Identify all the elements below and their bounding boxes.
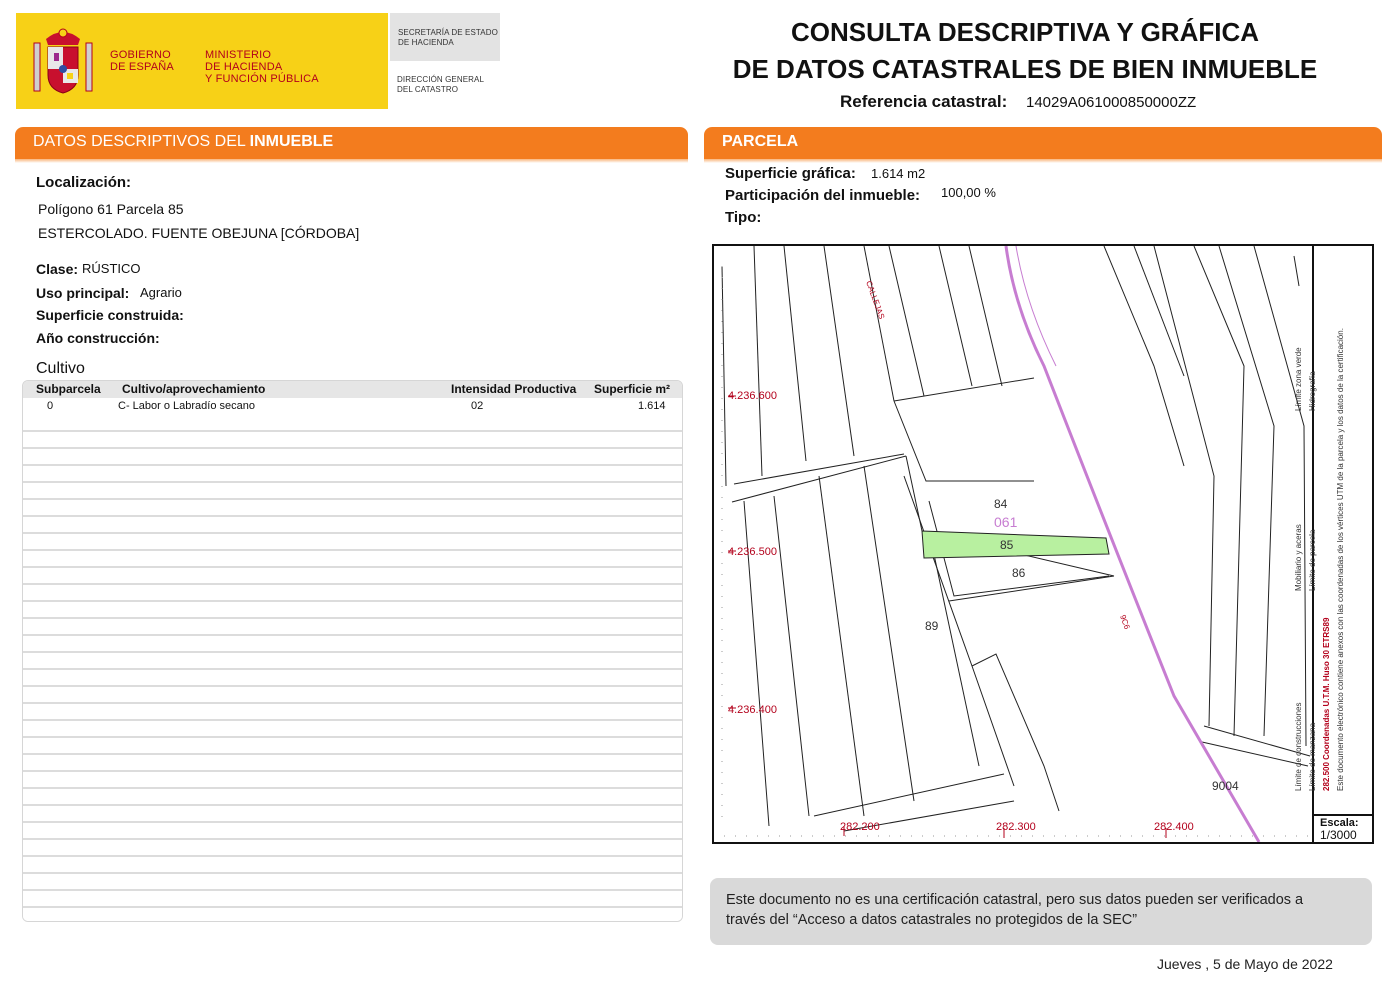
gobierno-label: GOBIERNO DE ESPAÑA	[110, 49, 174, 73]
parcel-89-label: 89	[925, 619, 939, 633]
document-date: Jueves , 5 de Mayo de 2022	[1157, 956, 1333, 972]
legend-manzana: Límite de manzana	[1308, 722, 1317, 791]
anio-construccion-label: Año construcción:	[36, 330, 160, 346]
poligono-label: 061	[994, 514, 1018, 530]
descriptive-section-header: DATOS DESCRIPTIVOS DEL INMUEBLE	[15, 127, 688, 159]
superficie-grafica-value: 1.614 m2	[871, 166, 926, 181]
side-label: 9C6	[1118, 613, 1132, 631]
clase-value: RÚSTICO	[82, 261, 141, 276]
localizacion-line1: Polígono 61 Parcela 85	[38, 201, 184, 217]
parcela-section-header: PARCELA	[704, 127, 1382, 159]
x-tick-1: 282.200	[840, 821, 880, 833]
col-subparcela: Subparcela	[36, 382, 101, 396]
col-cultivo: Cultivo/aprovechamiento	[122, 382, 266, 396]
localizacion-label: Localización:	[36, 174, 132, 191]
cell-cultivo: C- Labor o Labradío secano	[118, 400, 255, 412]
verification-note	[710, 878, 1372, 945]
referencia-label: Referencia catastral:	[840, 92, 1008, 111]
cell-superficie: 1.614	[638, 400, 666, 412]
legend-zona-verde: Límite zona verde	[1294, 347, 1303, 411]
legend-mobiliario: Mobiliario y aceras	[1294, 524, 1303, 591]
note-line2: través del “Acceso a datos catastrales no protegidos de la SEC”	[726, 912, 1138, 928]
uso-value: Agrario	[140, 285, 182, 300]
tipo-label: Tipo:	[725, 209, 762, 226]
cadastral-map	[712, 244, 1374, 844]
x-tick-3: 282.400	[1154, 821, 1194, 833]
table-empty-rows	[23, 415, 682, 922]
participacion-value: 100,00 %	[941, 185, 996, 200]
cell-subparcela: 0	[47, 400, 54, 412]
participacion-label: Participación del inmueble:	[725, 187, 921, 204]
parcel-9004-label: 9004	[1212, 779, 1239, 793]
table-header	[23, 381, 682, 398]
ministerio-label: MINISTERIO DE HACIENDA Y FUNCIÓN PÚBLICA	[205, 49, 319, 85]
secretaria-box	[390, 13, 500, 61]
road-name-label: CALLEJAS	[864, 279, 887, 321]
y-tick-2: 4.236.500	[728, 546, 777, 558]
highlighted-parcel	[922, 531, 1109, 558]
scale-value: 1/3000	[1320, 828, 1357, 842]
direccion-label: DIRECCIÓN GENERAL DEL CATASTRO	[397, 75, 485, 94]
referencia-value: 14029A061000850000ZZ	[1026, 94, 1197, 111]
scale-box	[1312, 814, 1372, 842]
localizacion-line2: ESTERCOLADO. FUENTE OBEJUNA [CÓRDOBA]	[38, 225, 360, 241]
y-tick-1: 4.236.600	[728, 390, 777, 402]
government-banner	[16, 13, 388, 109]
uso-label: Uso principal:	[36, 285, 130, 301]
cell-intensidad: 02	[471, 400, 484, 412]
legend-notice: Este documento electrónico contiene anexos con las coordenadas de los vértices UTM de la parcela y los datos de la certificación.	[1336, 328, 1345, 791]
legend-construcciones: Límite de construcciones	[1294, 702, 1303, 791]
col-superficie: Superficie m²	[594, 382, 671, 396]
coat-of-arms-icon	[30, 25, 96, 99]
y-tick-3: 4.236.400	[728, 704, 777, 716]
scale-label: Escala:	[1320, 817, 1359, 829]
table-row	[23, 398, 682, 415]
parcel-86-label: 86	[1012, 566, 1026, 580]
clase-label: Clase:	[36, 261, 79, 277]
document-title: CONSULTA DESCRIPTIVA Y GRÁFICA DE DATOS CATASTRALES DE BIEN INMUEBLE	[732, 17, 1318, 84]
cultivo-table	[22, 380, 683, 922]
superficie-construida-label: Superficie construida:	[36, 307, 184, 323]
legend-coords: 282.500 Coordenadas U.T.M. Huso 30 ETRS89	[1322, 617, 1331, 791]
parcel-84-label: 84	[994, 497, 1008, 511]
legend-hidrografia: Hidrografía	[1308, 371, 1317, 411]
secretaria-label: SECRETARÍA DE ESTADO DE HACIENDA	[398, 28, 498, 47]
col-intensidad: Intensidad Productiva	[451, 382, 577, 396]
x-tick-2: 282.300	[996, 821, 1036, 833]
superficie-grafica-label: Superficie gráfica:	[725, 165, 856, 182]
legend-parcela: Límite de parcela	[1308, 529, 1317, 591]
cultivo-title: Cultivo	[36, 360, 85, 377]
map-legend	[1294, 246, 1372, 816]
note-line1: Este documento no es una certificación catastral, pero sus datos pueden ser verificados a	[726, 892, 1304, 908]
parcel-85-label: 85	[1000, 538, 1014, 552]
map-drawing	[714, 246, 1312, 842]
